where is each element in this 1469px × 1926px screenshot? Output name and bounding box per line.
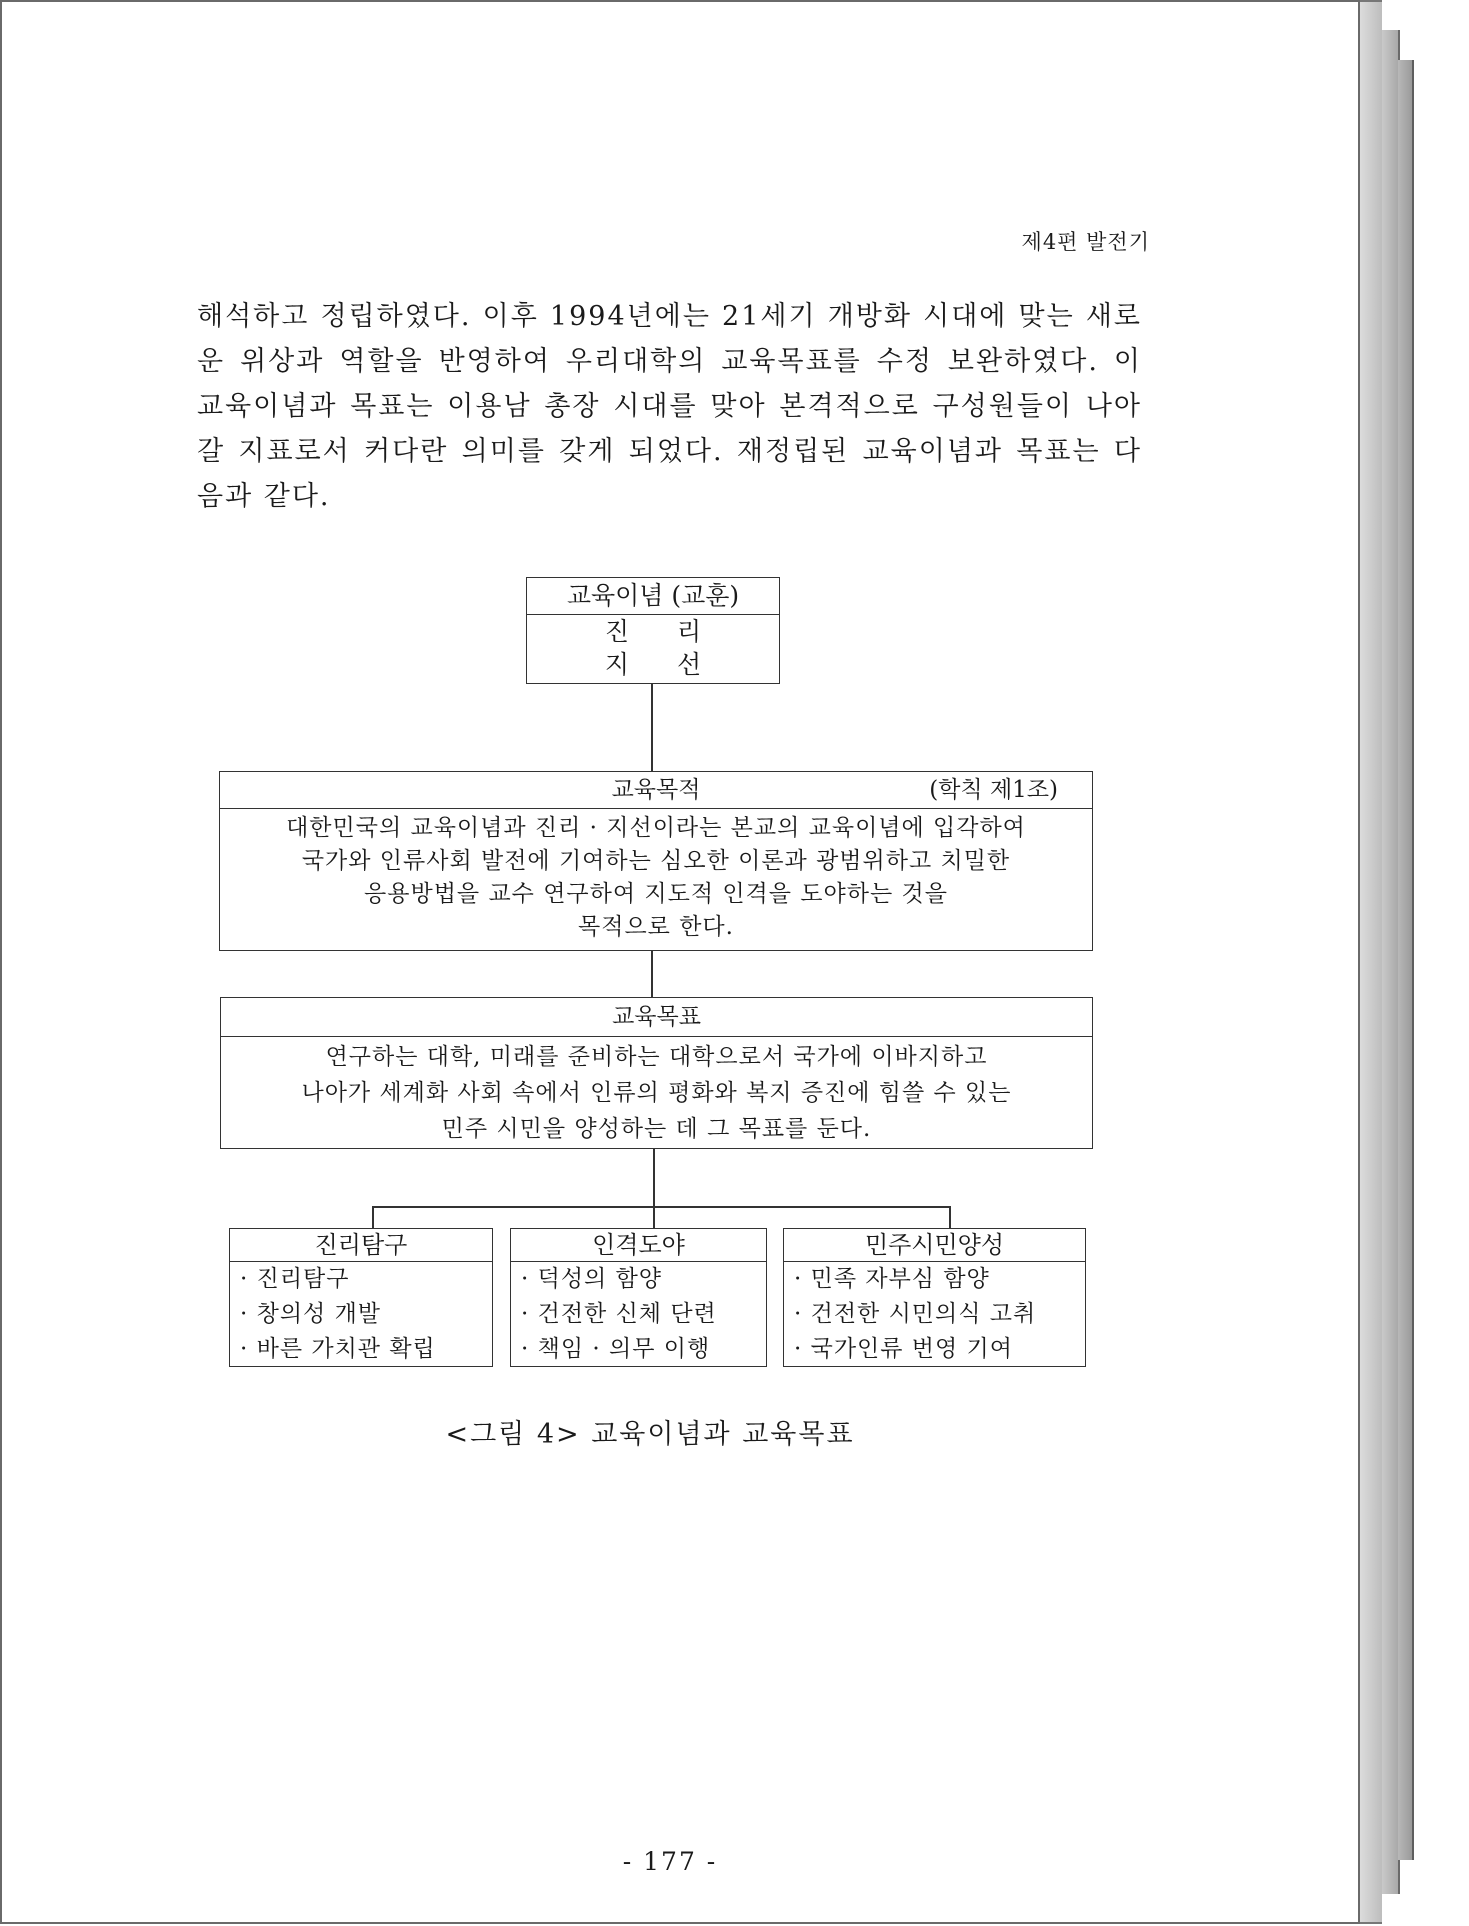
subgoal-title: 민주시민양성 <box>784 1229 1085 1262</box>
connector-line <box>653 1149 655 1206</box>
subgoal-item: · 바른 가치관 확립 <box>240 1336 436 1362</box>
goal-body <box>221 1037 1092 1147</box>
ideology-line: 지 선 <box>604 650 702 679</box>
purpose-box <box>219 771 1093 951</box>
page-stack-edge <box>1398 60 1414 1860</box>
connector-line <box>651 951 653 997</box>
ideology-line: 진 리 <box>604 617 702 646</box>
purpose-line: 응용방법을 교수 연구하여 지도적 인격을 도야하는 것을 <box>364 881 948 907</box>
ideology-title: 교육이념 (교훈) <box>527 578 779 615</box>
page-stack-edge <box>1360 0 1382 1924</box>
purpose-line: 대한민국의 교육이념과 진리 · 지선이라는 본교의 교육이념에 입각하여 <box>286 815 1026 841</box>
subgoal-item: · 진리탐구 <box>240 1266 350 1292</box>
connector-line <box>651 684 653 771</box>
purpose-title: 교육목적 <box>611 777 701 803</box>
subgoal-item: · 덕성의 함양 <box>521 1266 663 1292</box>
subgoal-box-character <box>510 1228 767 1367</box>
purpose-reference: (학칙 제1조) <box>929 777 1058 803</box>
connector-line <box>653 1206 655 1228</box>
purpose-header <box>220 772 1092 809</box>
subgoal-title: 인격도야 <box>511 1229 766 1262</box>
subgoal-item: · 국가인류 번영 기여 <box>794 1336 1013 1362</box>
running-head: 제4편 발전기 <box>1021 230 1150 254</box>
purpose-line: 국가와 인류사회 발전에 기여하는 심오한 이론과 광범위하고 치밀한 <box>301 848 1011 874</box>
subgoal-item: · 건전한 신체 단련 <box>521 1301 717 1327</box>
connector-line <box>372 1206 950 1208</box>
purpose-body <box>220 809 1092 944</box>
figure-caption: <그림 4> 교육이념과 교육목표 <box>445 1419 855 1450</box>
connector-line <box>372 1206 374 1228</box>
goal-line: 민주 시민을 양성하는 데 그 목표를 둔다. <box>441 1116 872 1142</box>
goal-box <box>220 997 1093 1149</box>
purpose-line: 목적으로 한다. <box>578 914 734 940</box>
goal-title: 교육목표 <box>221 998 1092 1037</box>
subgoal-item: · 민족 자부심 함양 <box>794 1266 990 1292</box>
goal-line: 나아가 세계화 사회 속에서 인류의 평화와 복지 증진에 힘쓸 수 있는 <box>301 1080 1012 1106</box>
body-paragraph: 해석하고 정립하였다. 이후 1994년에는 21세기 개방화 시대에 맞는 새로운 위상과 역할을 반영하여 우리대학의 교육목표를 수정 보완하였다. 이 교육이념과 목표는 이용남 총장 시대를 맞아 본격적으로 구성원들이 나아갈 지표로서 커다란 의미를 갖게 되었다. 재정립된 교육이념과 목표는 다음과 같다. <box>197 301 1142 512</box>
subgoal-box-citizen <box>783 1228 1086 1367</box>
subgoal-item: · 창의성 개발 <box>240 1301 382 1327</box>
subgoal-item: · 책임 · 의무 이행 <box>521 1336 711 1362</box>
page-number: - 177 - <box>622 1847 718 1876</box>
goal-line: 연구하는 대학, 미래를 준비하는 대학으로서 국가에 이바지하고 <box>325 1044 988 1070</box>
subgoal-box-truth <box>229 1228 493 1367</box>
connector-line <box>949 1206 951 1228</box>
subgoal-item: · 건전한 시민의식 고취 <box>794 1301 1037 1327</box>
ideology-box <box>526 577 780 684</box>
subgoal-title: 진리탐구 <box>230 1229 492 1262</box>
